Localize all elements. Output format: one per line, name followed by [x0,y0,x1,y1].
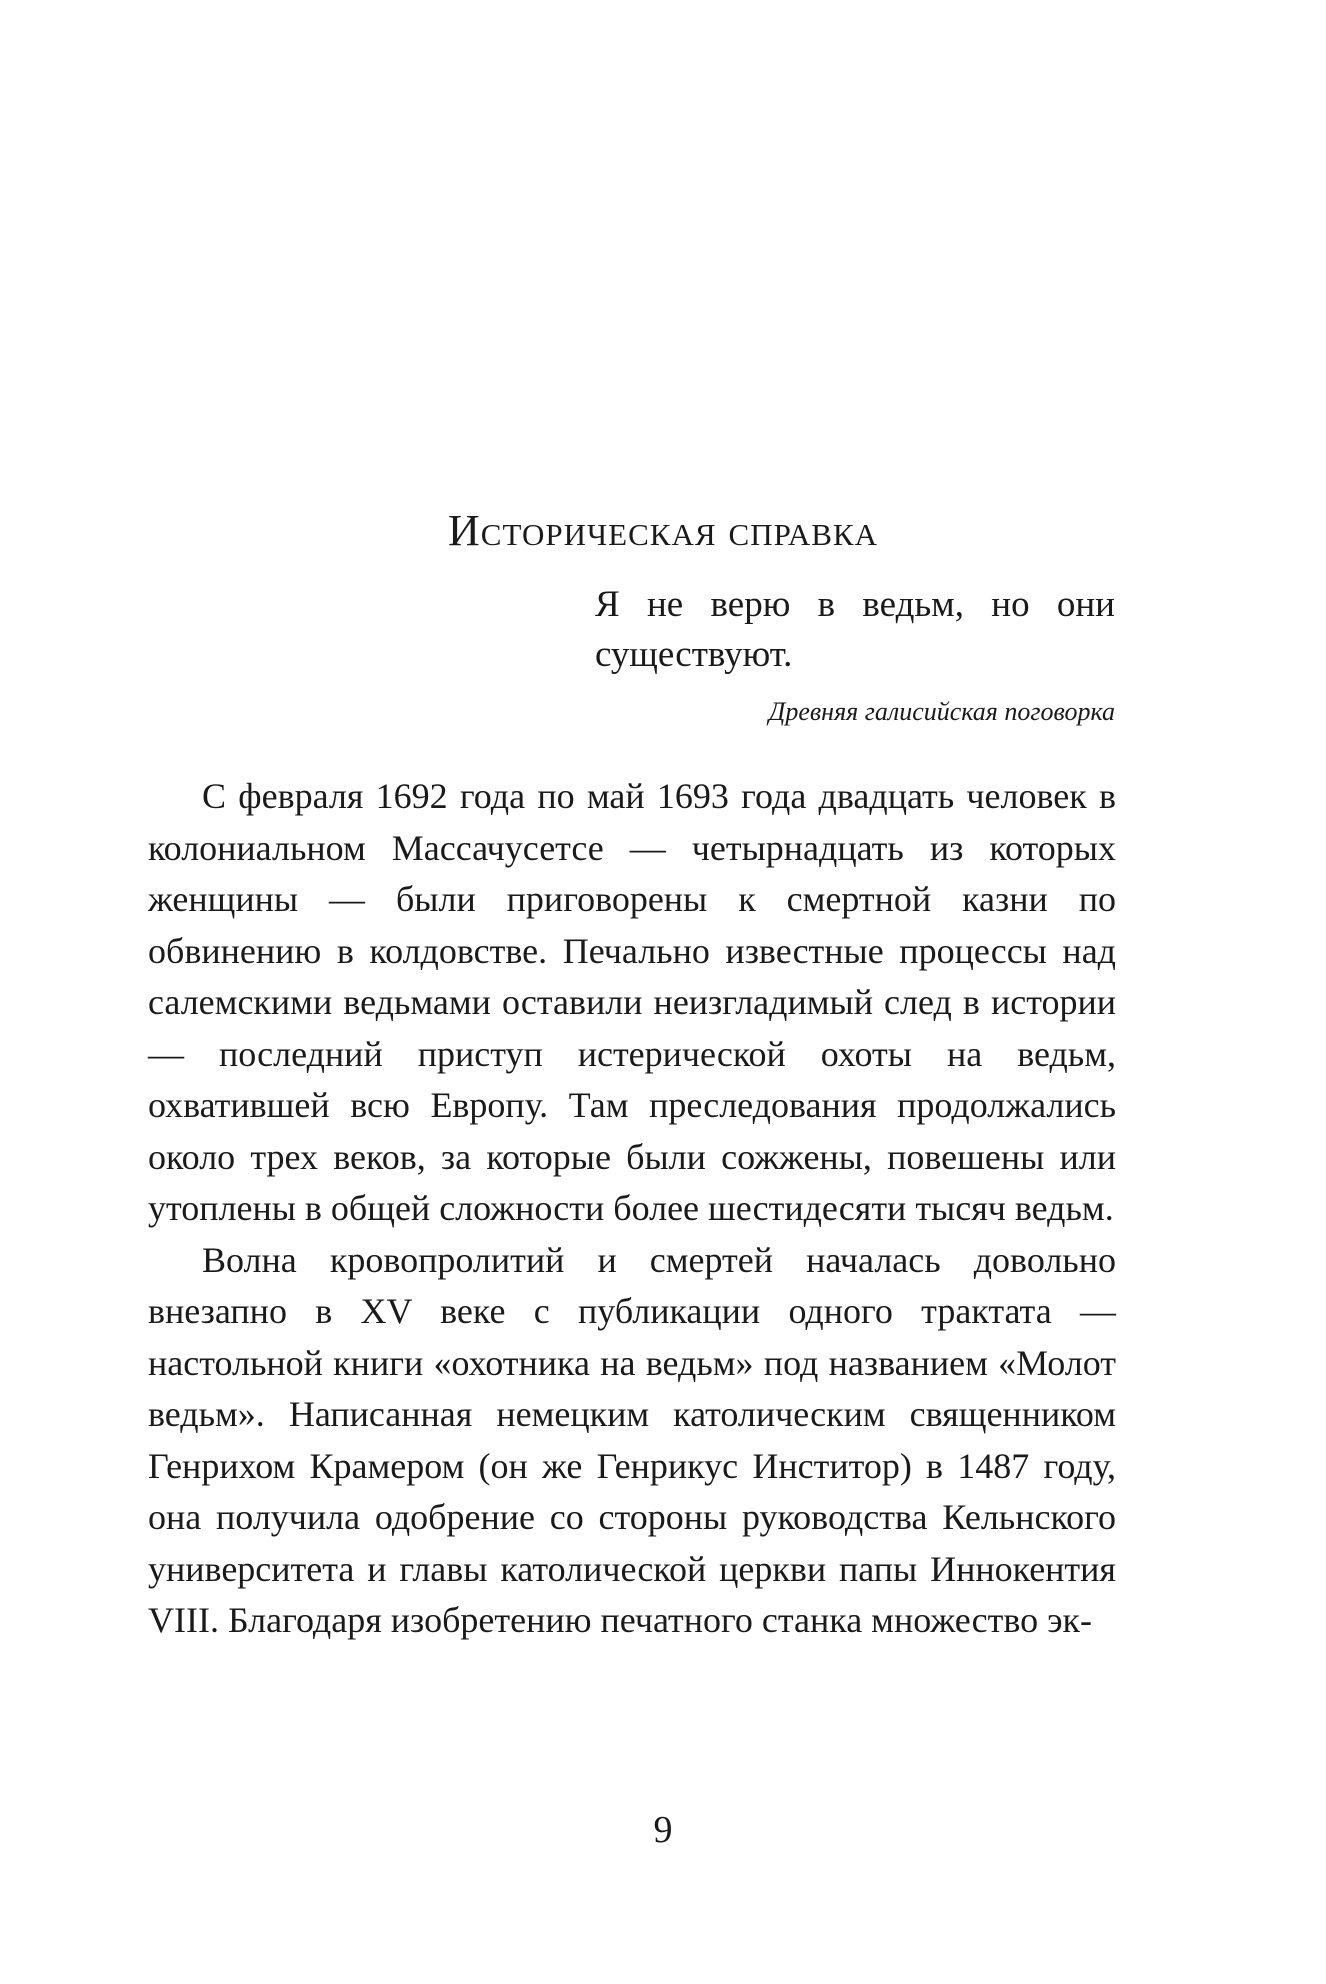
section-heading: Историческая справка [448,506,878,555]
epigraph-attribution: Древняя галисийская поговорка [768,697,1115,726]
paragraph-2: Волна кровопролитий и смертей началась довольно внезапно в XV веке с публикации одного трактата — настольной книги «охотника на ведьм» под названием «Молот ведьм». Написанная немецким католическим священником Генрихом Крамером (он же Генрикус Инститор) в 1487 году, она получила одобрение со стороны руководства Кельнского университета и главы католической церкви папы Иннокентия VIII. Благодаря изобретению печатного станка множество эк- [148,1239,1116,1640]
paragraph-1: С февраля 1692 года по май 1693 года двадцать человек в колониальном Массачусетсе — четырнадцать из которых женщины — были приговорены к смертной казни по обвинению в колдовстве. Печально известные процессы над салемскими ведьмами оставили неизгладимый след в истории — последний приступ истерической охоты на ведьм, охватившей всю Европу. Там преследования продолжались около трех веков, за которые были сожжены, повешены или утоплены в общей сложности более шестидесяти тысяч ведьм. [148,776,1116,1228]
body-text [148,771,1116,1647]
epigraph-quote: Я не верю в ведьм, но они существуют. [595,584,1115,675]
page-number: 9 [653,1809,673,1851]
epigraph [595,580,1115,730]
